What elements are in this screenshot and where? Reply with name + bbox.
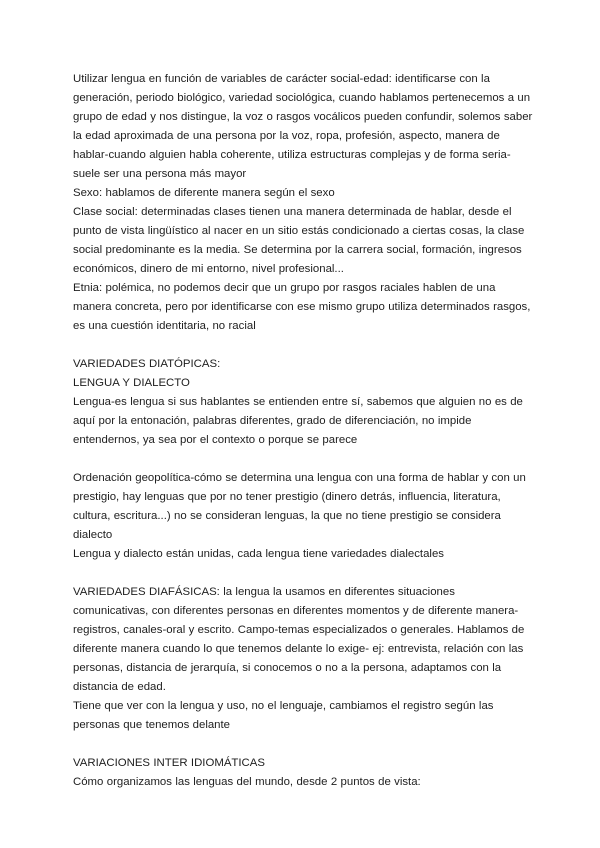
heading-variaciones-inter-idiomaticas: VARIACIONES INTER IDIOMÁTICAS [73,757,265,769]
spacer [73,735,533,754]
spacer [73,336,533,355]
paragraph-etnia: Etnia: polémica, no podemos decir que un grupo por rasgos raciales hablen de una manera concreta, pero por identificarse con ese mismo grupo utiliza determinados rasgos, es una cuestión identitaria, no racial [73,282,531,332]
heading-variedades-diatopicas: VARIEDADES DIATÓPICAS: [73,358,221,370]
paragraph-lengua: Lengua-es lengua si sus hablantes se entienden entre sí, sabemos que alguien no es de aquí por la entonación, palabras diferentes, grado de diferenciación, no impide entendernos, ya sea por el contexto o porque se parece [73,396,523,446]
paragraph-ordenacion-geopolitica: Ordenación geopolítica-cómo se determina una lengua con una forma de hablar y con un prestigio, hay lenguas que por no tener prestigio (dinero detrás, influencia, literatura, cultura, escritura...) no se consideran lenguas, la que no tiene prestigio se considera dialecto [73,472,526,541]
paragraph-variedades-diafasicas: VARIEDADES DIAFÁSICAS: la lengua la usamos en diferentes situaciones comunicativas, con diferentes personas en diferentes momentos y de diferente manera-registros, canales-oral y escrito. Campo-temas especializados o generales. Hablamos de diferente manera cuando lo que tenemos delante lo exige- ej: entrevista, relación con las personas, distancia de jerarquía, si conocemos o no a la persona, adaptamos con la distancia de edad. [73,586,525,693]
document-body [73,70,533,792]
spacer [73,450,533,469]
paragraph-clase-social: Clase social: determinadas clases tienen una manera determinada de hablar, desde el punto de vista lingüístico al nacer en un sitio estás condicionado a ciertas cosas, la clase social predominante es la media. Se determina por la carrera social, formación, ingresos económicos, dinero de mi entorno, nivel profesional... [73,206,525,275]
paragraph-organizamos-lenguas: Cómo organizamos las lenguas del mundo, desde 2 puntos de vista: [73,776,421,788]
paragraph-edad: Utilizar lengua en función de variables de carácter social-edad: identificarse con la generación, periodo biológico, variedad sociológica, cuando hablamos pertenecemos a un grupo de edad y nos distingue, la voz o rasgos vocálicos pueden confundir, solemos saber la edad aproximada de una persona por la voz, ropa, profesión, aspecto, manera de hablar-cuando alguien habla coherente, utiliza estructuras complejas y de forma seria-suele ser una persona más mayor [73,73,533,180]
paragraph-lengua-y-uso: Tiene que ver con la lengua y uso, no el lenguaje, cambiamos el registro según las personas que tenemos delante [73,700,494,731]
paragraph-sexo: Sexo: hablamos de diferente manera según el sexo [73,187,335,199]
paragraph-lengua-dialecto-unidas: Lengua y dialecto están unidas, cada lengua tiene variedades dialectales [73,548,444,560]
spacer [73,564,533,583]
heading-lengua-y-dialecto: LENGUA Y DIALECTO [73,377,190,389]
